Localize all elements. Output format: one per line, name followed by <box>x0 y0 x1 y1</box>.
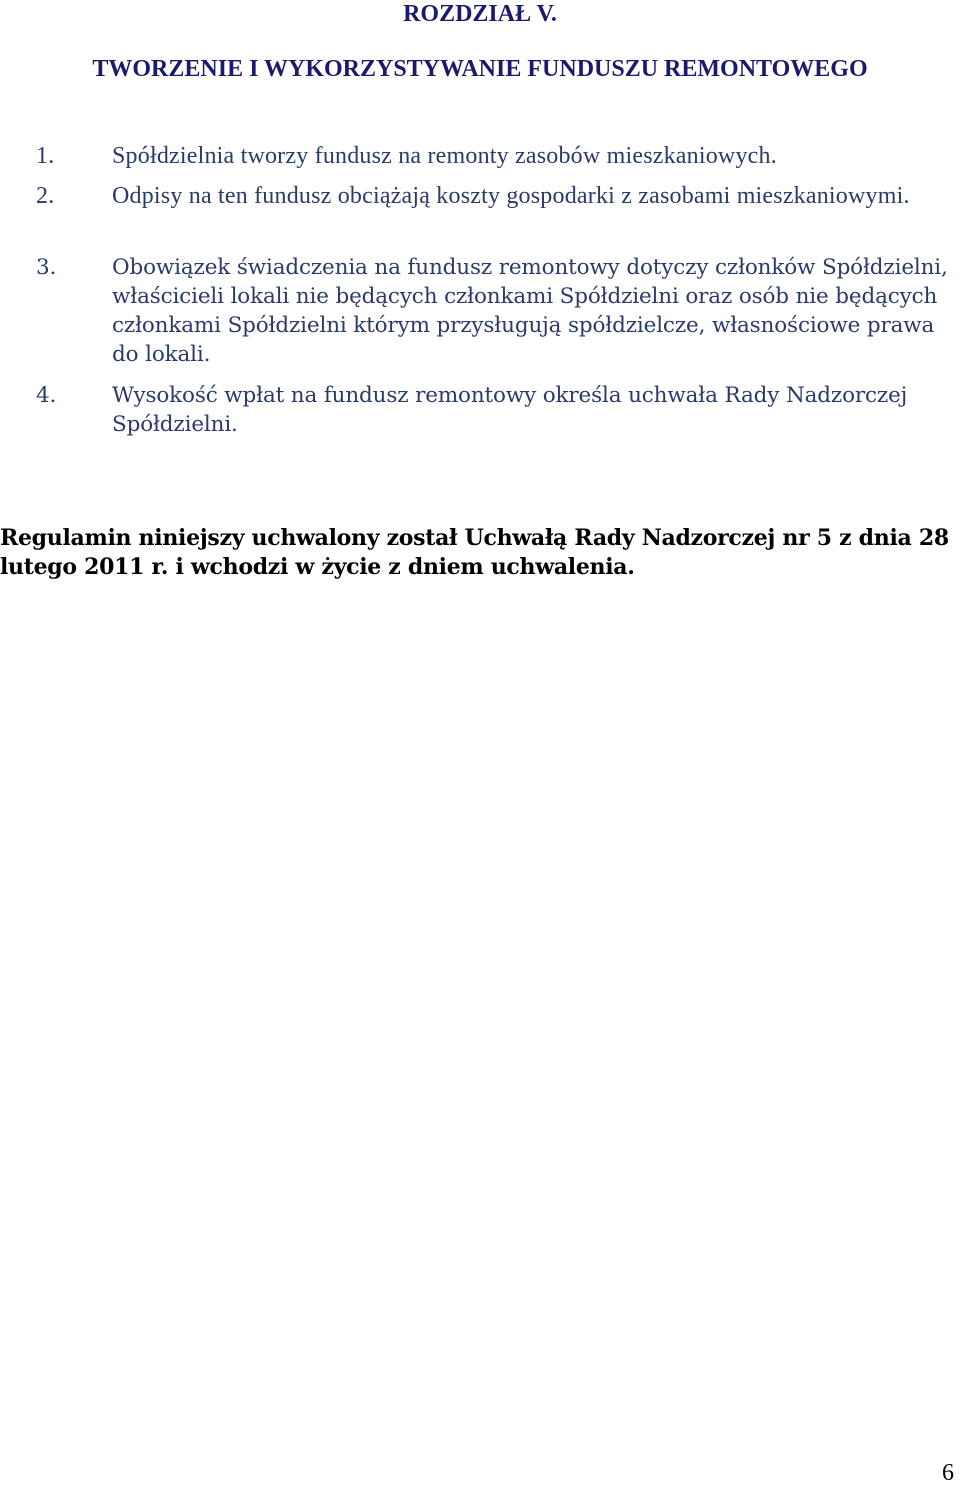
list-item-number: 1. <box>36 143 55 169</box>
list-item-text: Odpisy na ten fundusz obciążają koszty gospodarki z zasobami mieszkaniowymi. <box>112 183 910 209</box>
chapter-heading: ROZDZIAŁ V. <box>403 1 557 27</box>
list-item-number: 3. <box>36 255 57 280</box>
list-item-text: Wysokość wpłat na fundusz remontowy określa uchwała Rady Nadzorczej Spółdzielni. <box>112 383 908 437</box>
list-item-number: 4. <box>36 383 57 408</box>
list-item-number: 2. <box>36 183 55 209</box>
list-item-text: Spółdzielnia tworzy fundusz na remonty zasobów mieszkaniowych. <box>112 143 777 169</box>
list-item-text: Obowiązek świadczenia na fundusz remontowy dotyczy członków Spółdzielni, właścicieli lokali nie będących członkami Spółdzielni oraz osób nie będących członkami Spółdzielni którym przysługują spółdzielcze, własnościowe prawa do lokali. <box>112 255 948 367</box>
closing-statement: Regulamin niniejszy uchwalony został Uchwałą Rady Nadzorczej nr 5 z dnia 28 lutego 2011 r. i wchodzi w życie z dniem uchwalenia. <box>0 525 949 580</box>
section-title: TWORZENIE I WYKORZYSTYWANIE FUNDUSZU REMONTOWEGO <box>92 56 868 82</box>
page-number: 6 <box>942 1460 954 1486</box>
